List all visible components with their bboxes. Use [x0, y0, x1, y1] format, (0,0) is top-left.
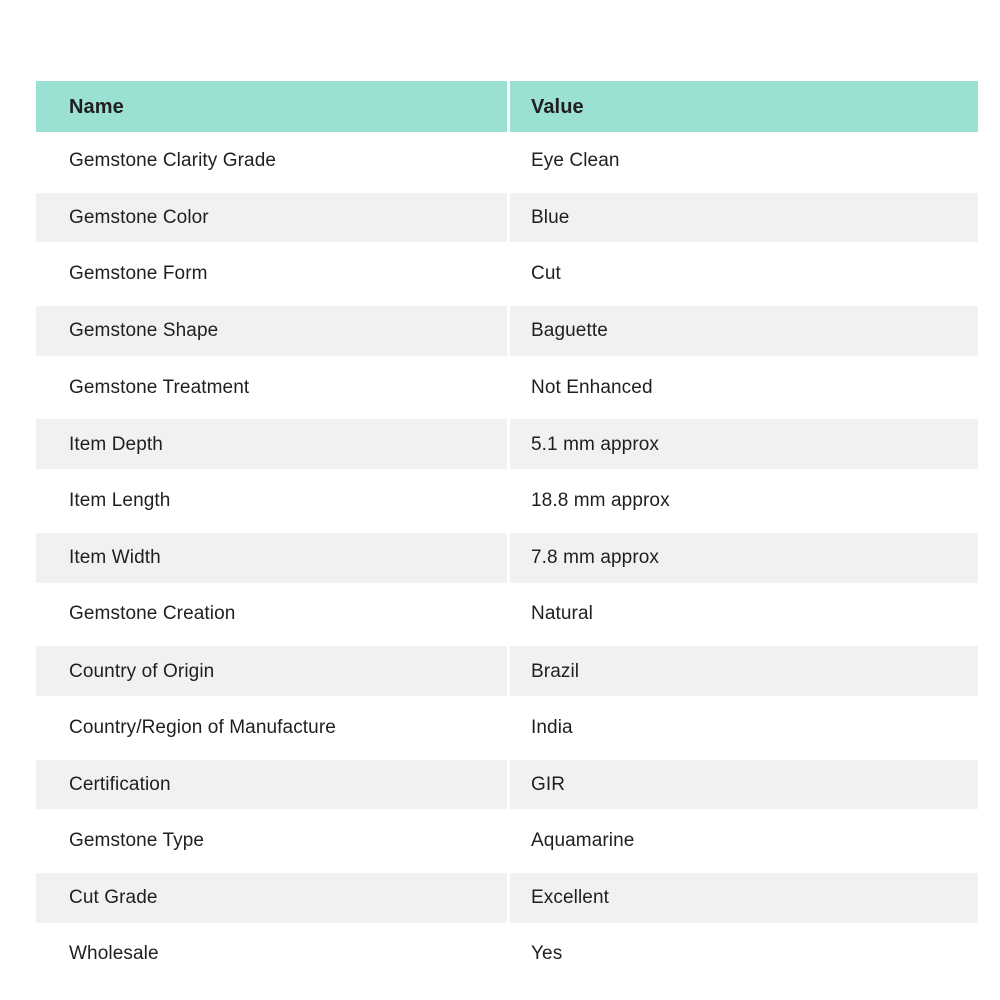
name-cell: Gemstone Color [36, 193, 510, 243]
table-row [36, 132, 978, 189]
name-cell: Gemstone Treatment [36, 359, 510, 416]
name-cell: Country of Origin [36, 646, 510, 696]
table-row [36, 529, 978, 586]
value-cell: Brazil [531, 660, 580, 682]
name-cell: Gemstone Form [36, 245, 510, 302]
value-cell: 7.8 mm approx [531, 547, 660, 569]
value-cell: 5.1 mm approx [531, 433, 660, 455]
table-row [36, 926, 978, 983]
value-cell: Cut [531, 263, 561, 285]
value-cell: Aquamarine [531, 830, 635, 852]
name-cell: Wholesale [36, 926, 510, 983]
name-column-header: Name [36, 81, 510, 132]
table-row [36, 586, 978, 643]
table-body [36, 132, 978, 982]
value-cell: Yes [531, 943, 563, 965]
value-cell: India [531, 716, 573, 738]
table-row [36, 415, 978, 472]
name-cell: Gemstone Type [36, 812, 510, 869]
value-cell: GIR [531, 773, 566, 795]
name-cell: Item Width [36, 533, 510, 583]
value-cell: Not Enhanced [531, 376, 653, 398]
name-cell: Gemstone Creation [36, 586, 510, 643]
value-cell: Excellent [531, 887, 609, 909]
table-row [36, 359, 978, 416]
name-cell: Gemstone Clarity Grade [36, 132, 510, 189]
name-cell: Item Depth [36, 419, 510, 469]
value-cell: 18.8 mm approx [531, 489, 670, 511]
table-row [36, 189, 978, 246]
value-cell: Eye Clean [531, 149, 620, 171]
table-row [36, 642, 978, 699]
table-row [36, 302, 978, 359]
table-row [36, 245, 978, 302]
table-row [36, 869, 978, 926]
table-row [36, 699, 978, 756]
name-cell: Cut Grade [36, 873, 510, 923]
table-row [36, 472, 978, 529]
name-cell: Item Length [36, 472, 510, 529]
value-cell: Natural [531, 603, 593, 625]
table-header-row [36, 81, 978, 132]
item-specifics-table [36, 81, 978, 982]
name-cell: Country/Region of Manufacture [36, 699, 510, 756]
name-cell: Gemstone Shape [36, 306, 510, 356]
table-row [36, 756, 978, 813]
value-column-header: Value [531, 95, 584, 118]
value-cell: Baguette [531, 320, 608, 342]
table-row [36, 812, 978, 869]
name-cell: Certification [36, 760, 510, 810]
value-cell: Blue [531, 207, 570, 229]
